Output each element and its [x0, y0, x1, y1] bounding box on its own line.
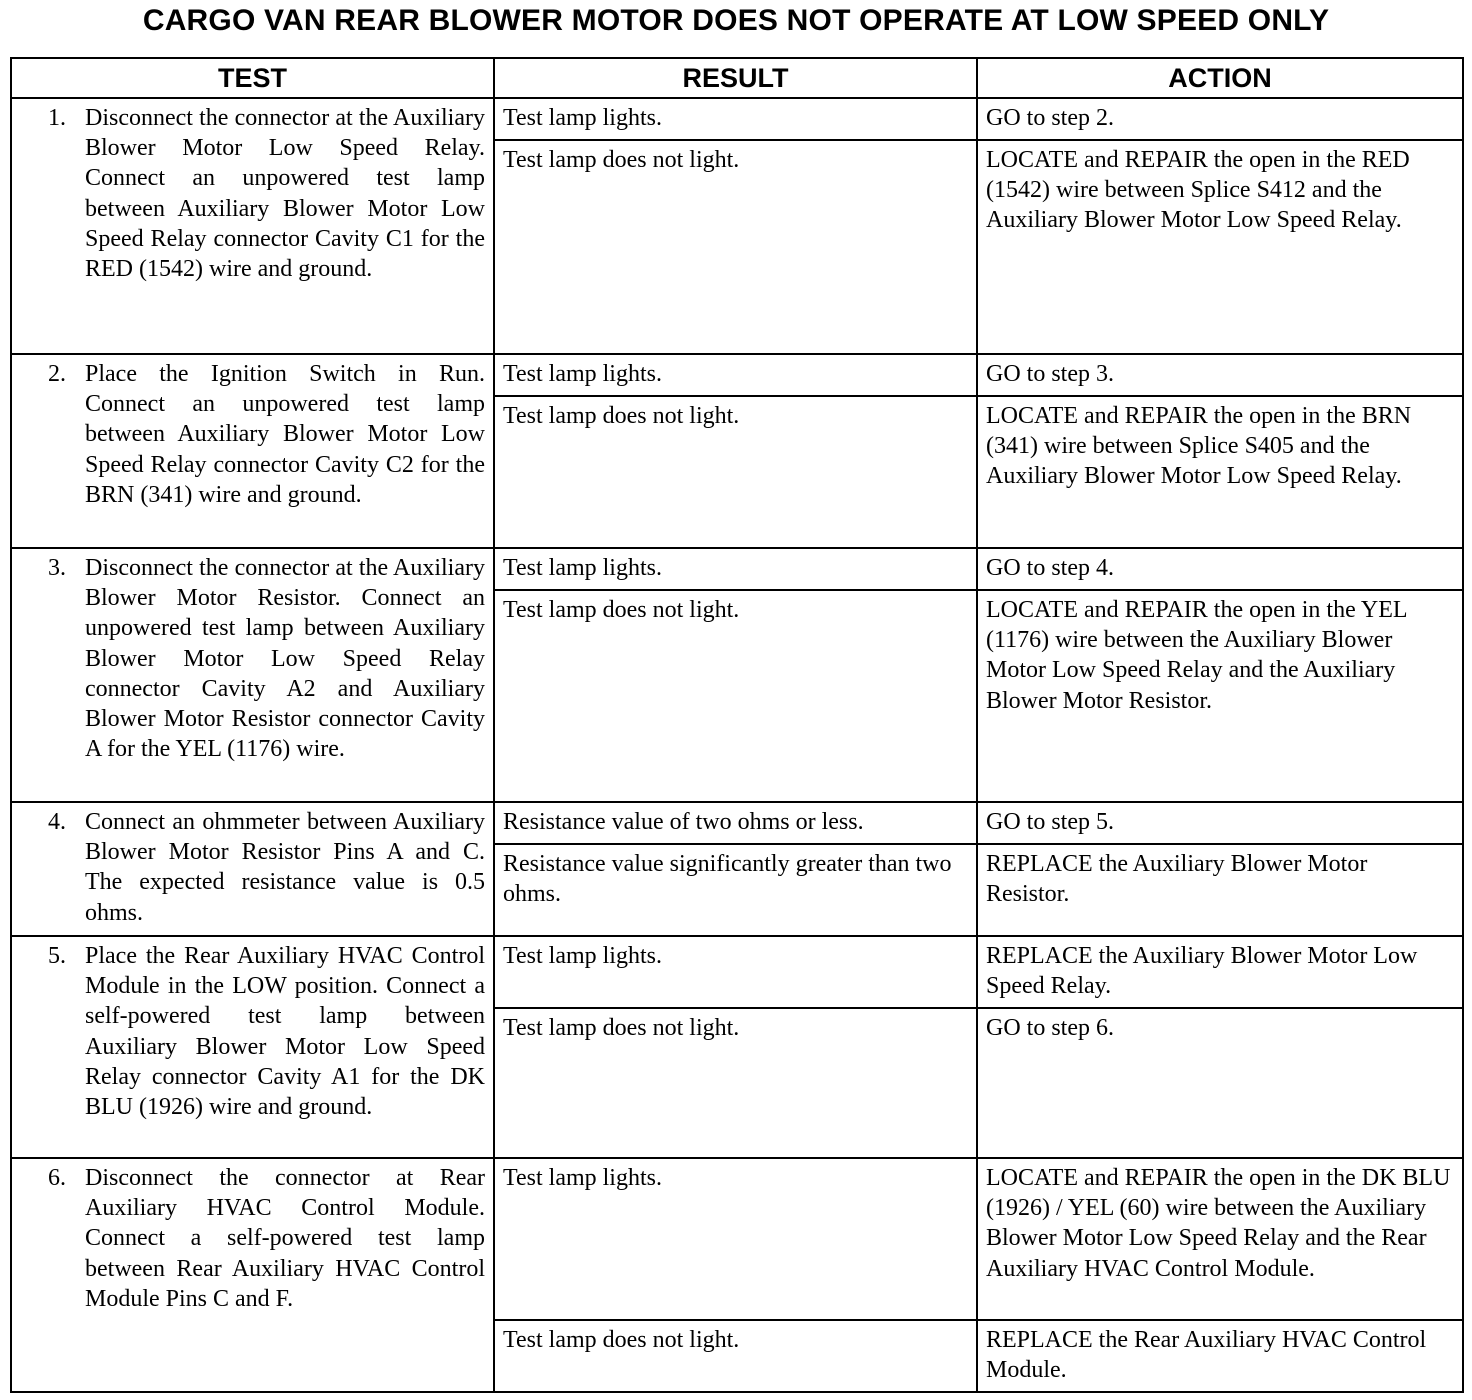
test-text: Place the Rear Auxiliary HVAC Control Module in the LOW position. Connect a self-powered test lamp between Auxiliary Blower Motor Low Speed Relay connector Cavity A1 for the DK BLU (1926) wire and ground.	[85, 943, 485, 1121]
action-cell: GO to step 2.	[977, 98, 1463, 140]
test-cell	[11, 548, 494, 802]
action-cell: REPLACE the Auxiliary Blower Motor Low Speed Relay.	[977, 936, 1463, 1008]
action-column-header: ACTION	[977, 58, 1463, 98]
result-cell: Resistance value significantly greater than two ohms.	[494, 844, 977, 936]
test-text: Disconnect the connector at Rear Auxiliary HVAC Control Module. Connect a self-powered test lamp between Rear Auxiliary HVAC Control Module Pins C and F.	[85, 1165, 485, 1312]
test-text: Connect an ohmmeter between Auxiliary Blower Motor Resistor Pins A and C. The expected resistance value is 0.5 ohms.	[85, 809, 485, 926]
action-cell: GO to step 5.	[977, 802, 1463, 844]
result-cell: Test lamp lights.	[494, 98, 977, 140]
diagnostic-table	[10, 57, 1464, 1393]
step-number: 1.	[48, 105, 66, 131]
test-cell	[11, 1158, 494, 1392]
step-number: 3.	[48, 555, 66, 581]
page-title: CARGO VAN REAR BLOWER MOTOR DOES NOT OPERATE AT LOW SPEED ONLY	[142, 4, 1330, 37]
result-cell: Test lamp lights.	[494, 936, 977, 1008]
action-cell: REPLACE the Auxiliary Blower Motor Resistor.	[977, 844, 1463, 936]
test-cell	[11, 98, 494, 354]
result-column-header: RESULT	[494, 58, 977, 98]
table-row	[11, 1158, 1463, 1320]
step-number: 6.	[48, 1165, 66, 1191]
test-cell	[11, 802, 494, 936]
table-row	[11, 936, 1463, 1008]
result-cell: Test lamp lights.	[494, 1158, 977, 1320]
header-row	[11, 58, 1463, 98]
step-number: 5.	[48, 943, 66, 969]
table-row	[11, 548, 1463, 590]
action-cell: GO to step 6.	[977, 1008, 1463, 1158]
action-cell: GO to step 4.	[977, 548, 1463, 590]
action-cell: LOCATE and REPAIR the open in the RED (1542) wire between Splice S412 and the Auxiliary Blower Motor Low Speed Relay.	[977, 140, 1463, 354]
result-cell: Test lamp does not light.	[494, 1008, 977, 1158]
test-column-header: TEST	[11, 58, 494, 98]
result-cell: Test lamp does not light.	[494, 590, 977, 802]
test-cell	[11, 936, 494, 1158]
action-cell: REPLACE the Rear Auxiliary HVAC Control Module.	[977, 1320, 1463, 1392]
step-number: 2.	[48, 361, 66, 387]
test-text: Place the Ignition Switch in Run. Connect an unpowered test lamp between Auxiliary Blower Motor Low Speed Relay connector Cavity C2 for the BRN (341) wire and ground.	[85, 361, 485, 508]
test-cell	[11, 354, 494, 548]
table-row	[11, 354, 1463, 396]
result-cell: Test lamp does not light.	[494, 140, 977, 354]
action-cell: GO to step 3.	[977, 354, 1463, 396]
step-number: 4.	[48, 809, 66, 835]
action-cell: LOCATE and REPAIR the open in the YEL (1176) wire between the Auxiliary Blower Motor Low Speed Relay and the Auxiliary Blower Motor Resistor.	[977, 590, 1463, 802]
table-row	[11, 98, 1463, 140]
test-text: Disconnect the connector at the Auxiliary Blower Motor Resistor. Connect an unpowered test lamp between Auxiliary Blower Motor Low Speed Relay connector Cavity A2 and Auxiliary Blower Motor Resistor connector Cavity A for the YEL (1176) wire.	[85, 555, 485, 763]
result-cell: Test lamp does not light.	[494, 1320, 977, 1392]
action-cell: LOCATE and REPAIR the open in the BRN (341) wire between Splice S405 and the Auxiliary Blower Motor Low Speed Relay.	[977, 396, 1463, 548]
test-text: Disconnect the connector at the Auxiliary Blower Motor Low Speed Relay. Connect an unpowered test lamp between Auxiliary Blower Motor Low Speed Relay connector Cavity C1 for the RED (1542) wire and ground.	[85, 105, 485, 283]
result-cell: Test lamp lights.	[494, 354, 977, 396]
result-cell: Test lamp lights.	[494, 548, 977, 590]
table-row	[11, 802, 1463, 844]
result-cell: Resistance value of two ohms or less.	[494, 802, 977, 844]
action-cell: LOCATE and REPAIR the open in the DK BLU (1926) / YEL (60) wire between the Auxiliary Blower Motor Low Speed Relay and the Rear Auxiliary HVAC Control Module.	[977, 1158, 1463, 1320]
result-cell: Test lamp does not light.	[494, 396, 977, 548]
